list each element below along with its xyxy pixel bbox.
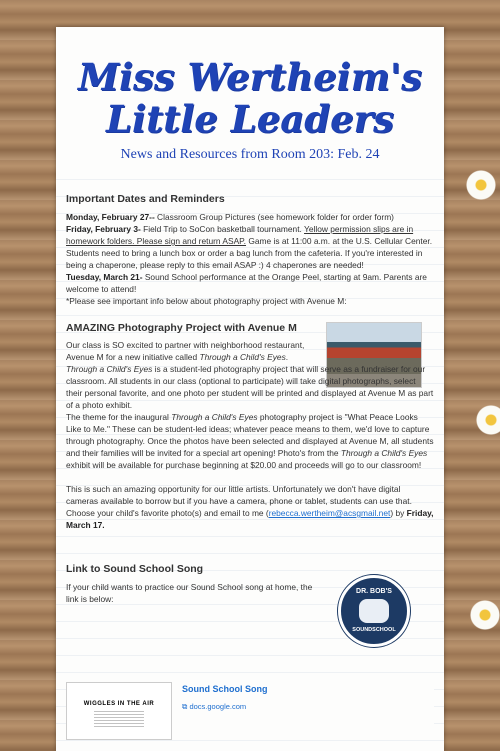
link-title[interactable]: Sound School Song	[182, 684, 268, 694]
photo-block	[66, 339, 434, 531]
link-url[interactable]	[182, 702, 246, 712]
thumbnail-title: WIGGLES IN THE AIR	[83, 701, 155, 707]
project-name: Through a Child's Eyes	[171, 412, 258, 422]
song-link-card[interactable]	[66, 682, 434, 740]
logo-bottom-text: SOUNDSCHOOL	[352, 627, 396, 633]
project-name: Through a Child's Eyes	[199, 352, 286, 362]
date-label: Monday, February 27--	[66, 212, 155, 222]
dates-note: *Please see important info below about photography project with Avenue M:	[66, 296, 347, 306]
project-name: Through a Child's Eyes	[66, 364, 153, 374]
para-text: This is such an amazing opportunity for our little artists. Unfortunately we don't have digital cameras available to borrow but if you have a camera, phone or tablet, students can use that. Choose your child's favorite photo(s) and email to me (	[66, 484, 412, 518]
para-text: .	[285, 352, 289, 362]
page-title-line2: Little Leaders	[106, 97, 394, 141]
date-text: Field Trip to SoCon basketball tournament.	[140, 224, 305, 234]
newsletter-card	[56, 27, 444, 751]
para-text: is a student-led photography project that will serve as a fundraiser for our classroom. All students in our class (optional to participate) will take digital photographs, select their personal favorite, and one photo per student will be printed and displayed at Avenue M as part of a photo exhibit.	[66, 364, 434, 410]
link-url-text: docs.google.com	[189, 702, 247, 711]
para-text: The theme for the inaugural	[66, 412, 172, 422]
date-text: Classroom Group Pictures (see homework folder for order form)	[154, 212, 394, 222]
soundschool-logo	[338, 575, 410, 647]
thumbnail-lines	[94, 711, 144, 729]
daisy-decoration	[476, 405, 500, 435]
deadline: Friday, March 17.	[66, 508, 434, 530]
dates-heading: Important Dates and Reminders	[66, 193, 225, 205]
logo-top-text: DR. BOB'S	[356, 588, 392, 595]
email-link[interactable]: rebecca.wertheim@acsgmail.net	[268, 508, 391, 518]
permission-slip-note: Yellow permission slips are in homework folders. Please sign and return ASAP.	[66, 224, 414, 246]
project-name: Through a Child's Eyes	[340, 448, 428, 458]
logo-face	[359, 599, 389, 623]
dates-block	[66, 211, 434, 307]
page-title: Miss Wertheim's	[77, 55, 423, 99]
date-label: Tuesday, March 21-	[66, 272, 143, 282]
external-link-icon: ⧉	[182, 702, 190, 711]
para-text: Our class is SO excited to partner with neighborhood restaurant, Avenue M for a new initiative called	[66, 340, 305, 362]
document-thumbnail[interactable]	[66, 682, 172, 740]
para-text: photography project is "What Peace Looks Like to Me." These can be student-led ideas; whatever peace means to them, we'd love to capture through photography. Once the photos have been selected and displayed at Avenue M, all students and their families will be invited for a special art opening! Photo's from the	[66, 412, 434, 458]
photo-heading: AMAZING Photography Project with Avenue M	[66, 322, 297, 334]
date-text: Sound School performance at the Orange Peel, starting at 9am. Parents are welcome to attend!	[66, 272, 427, 294]
para-text: ) by	[390, 508, 407, 518]
daisy-decoration	[466, 170, 496, 200]
daisy-decoration	[470, 600, 500, 630]
page-subtitle: News and Resources from Room 203: Feb. 24	[120, 147, 380, 162]
para-text: exhibit will be available for purchase beginning at $20.00 and proceeds will go to our classroom!	[66, 460, 422, 470]
header	[56, 27, 444, 175]
song-text: If your child wants to practice our Sound School song at home, the link is below:	[66, 582, 313, 604]
song-heading: Link to Sound School Song	[66, 563, 204, 575]
date-text: Game is at 11:00 a.m. at the U.S. Cellular Center. Students need to bring a lunch box or order a bag lunch from the cafeteria. If you're interested in being a chaperone, please reply to this email ASAP :) 4 chaperones are needed!	[66, 236, 433, 270]
date-label: Friday, February 3-	[66, 224, 141, 234]
